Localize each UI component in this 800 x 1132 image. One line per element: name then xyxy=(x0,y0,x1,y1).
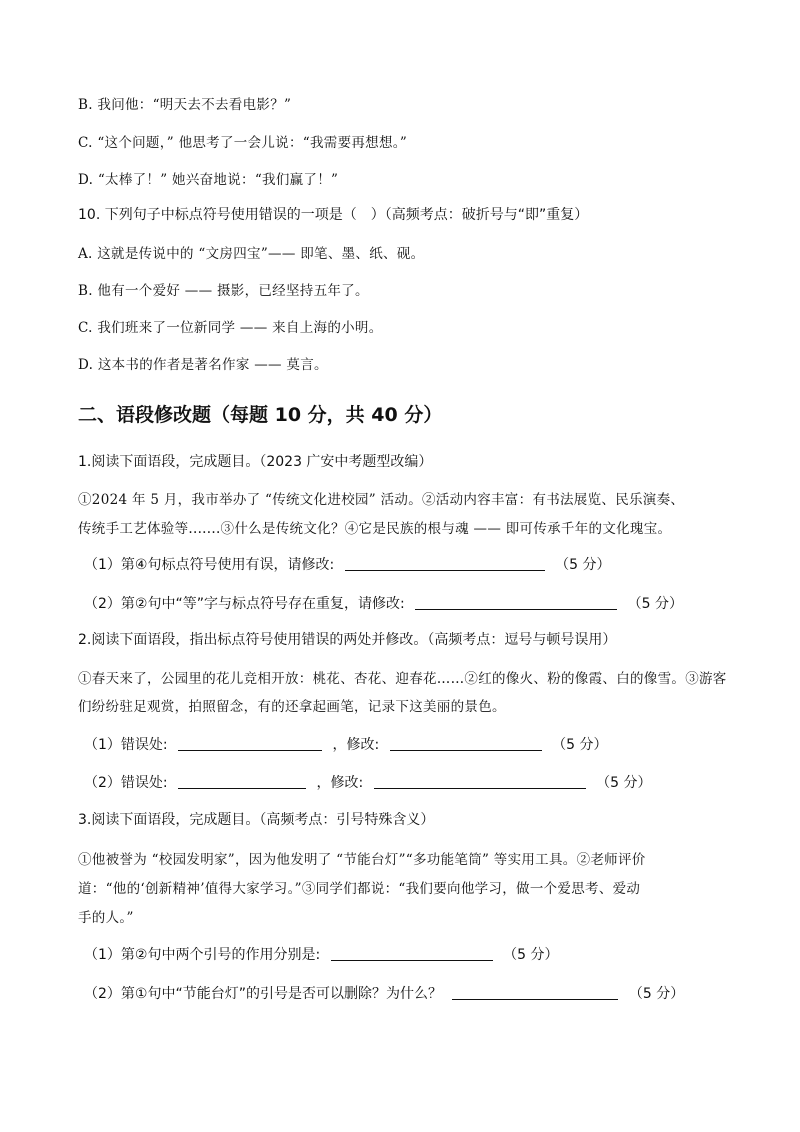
passage-2-sub-1 xyxy=(84,735,608,755)
passage-1-line-2: 传统手工艺体验等.......③什么是传统文化？④它是民族的根与魂 —— 即可传承千年的文化瑰宝。 xyxy=(78,521,672,537)
passage-1-sub-1 xyxy=(84,555,610,575)
answer-blank[interactable] xyxy=(390,736,542,751)
sub-question-text: ，修改: xyxy=(332,737,380,753)
option-c: C. “这个问题，” 他思考了一会儿说：“我需要再想想。” xyxy=(78,135,408,151)
score-label: （5 分） xyxy=(628,986,685,1002)
sub-question-text: （2）第①句中“节能台灯”的引号是否可以删除？为什么？ xyxy=(84,986,442,1002)
score-label: （5 分） xyxy=(596,775,652,791)
score-label: （5 分） xyxy=(555,557,611,573)
passage-3-sub-2 xyxy=(84,984,684,1004)
question-10-stem: 10. 下列句子中标点符号使用错误的一项是（ ）（高频考点：破折号与“即”重复） xyxy=(78,207,589,223)
passage-3-line-3: 手的人。” xyxy=(78,910,134,926)
passage-3-line-1: ①他被誉为 “校园发明家”，因为他发明了 “节能台灯”“多功能笔筒” 等实用工具。②老师评价 xyxy=(78,852,646,868)
option-d: D. “太棒了！” 她兴奋地说：“我们赢了！” xyxy=(78,172,339,188)
sub-question-text: （2）错误处: xyxy=(84,775,168,791)
sub-question-text: （1）错误处: xyxy=(84,737,168,753)
answer-blank[interactable] xyxy=(415,595,617,610)
sub-question-text: （1）第④句标点符号使用有误，请修改: xyxy=(84,557,335,573)
passage-1-stem: 1.阅读下面语段，完成题目。（2023 广安中考题型改编） xyxy=(78,454,433,470)
passage-1-line-1: ①2024 年 5 月，我市举办了 “传统文化进校园” 活动。②活动内容丰富：有书法展览、民乐演奏、 xyxy=(78,492,685,508)
question-10-option-b: B. 他有一个爱好 —— 摄影，已经坚持五年了。 xyxy=(78,283,369,299)
question-10-option-c: C. 我们班来了一位新同学 —— 来自上海的小明。 xyxy=(78,320,383,336)
answer-blank[interactable] xyxy=(374,774,586,789)
passage-2-line-2: 们纷纷驻足观赏，拍照留念，有的还拿起画笔，记录下这美丽的景色。 xyxy=(78,699,506,715)
passage-2-sub-2 xyxy=(84,773,652,793)
passage-2-stem: 2.阅读下面语段，指出标点符号使用错误的两处并修改。（高频考点：逗号与顿号误用） xyxy=(78,632,617,648)
section-heading: 二、语段修改题（每题 10 分，共 40 分） xyxy=(78,404,443,426)
passage-3-line-2: 道：“他的‘创新精神’值得大家学习。”③同学们都说：“我们要向他学习，做一个爱思考、爱动 xyxy=(78,881,641,897)
option-b: B. 我问他：“明天去不去看电影？” xyxy=(78,97,292,113)
answer-blank[interactable] xyxy=(452,985,618,1000)
answer-blank[interactable] xyxy=(331,946,493,961)
sub-question-text: ，修改: xyxy=(316,775,364,791)
passage-2-line-1: ①春天来了，公园里的花儿竞相开放：桃花、杏花、迎春花……②红的像火、粉的像霞、白的像雪。③游客 xyxy=(78,671,727,687)
passage-3-sub-1 xyxy=(84,945,558,965)
score-label: （5 分） xyxy=(503,947,559,963)
answer-blank[interactable] xyxy=(345,556,545,571)
passage-1-sub-2 xyxy=(84,594,683,614)
sub-question-text: （2）第②句中“等”字与标点符号存在重复，请修改: xyxy=(84,596,405,612)
question-10-option-a: A. 这就是传说中的 “文房四宝”—— 即笔、墨、纸、砚。 xyxy=(78,246,425,262)
answer-blank[interactable] xyxy=(178,774,306,789)
score-label: （5 分） xyxy=(552,737,608,753)
score-label: （5 分） xyxy=(627,596,683,612)
sub-question-text: （1）第②句中两个引号的作用分别是: xyxy=(84,947,321,963)
answer-blank[interactable] xyxy=(178,736,322,751)
passage-3-stem: 3.阅读下面语段，完成题目。（高频考点：引号特殊含义） xyxy=(78,812,435,828)
question-10-option-d: D. 这本书的作者是著名作家 —— 莫言。 xyxy=(78,357,328,373)
